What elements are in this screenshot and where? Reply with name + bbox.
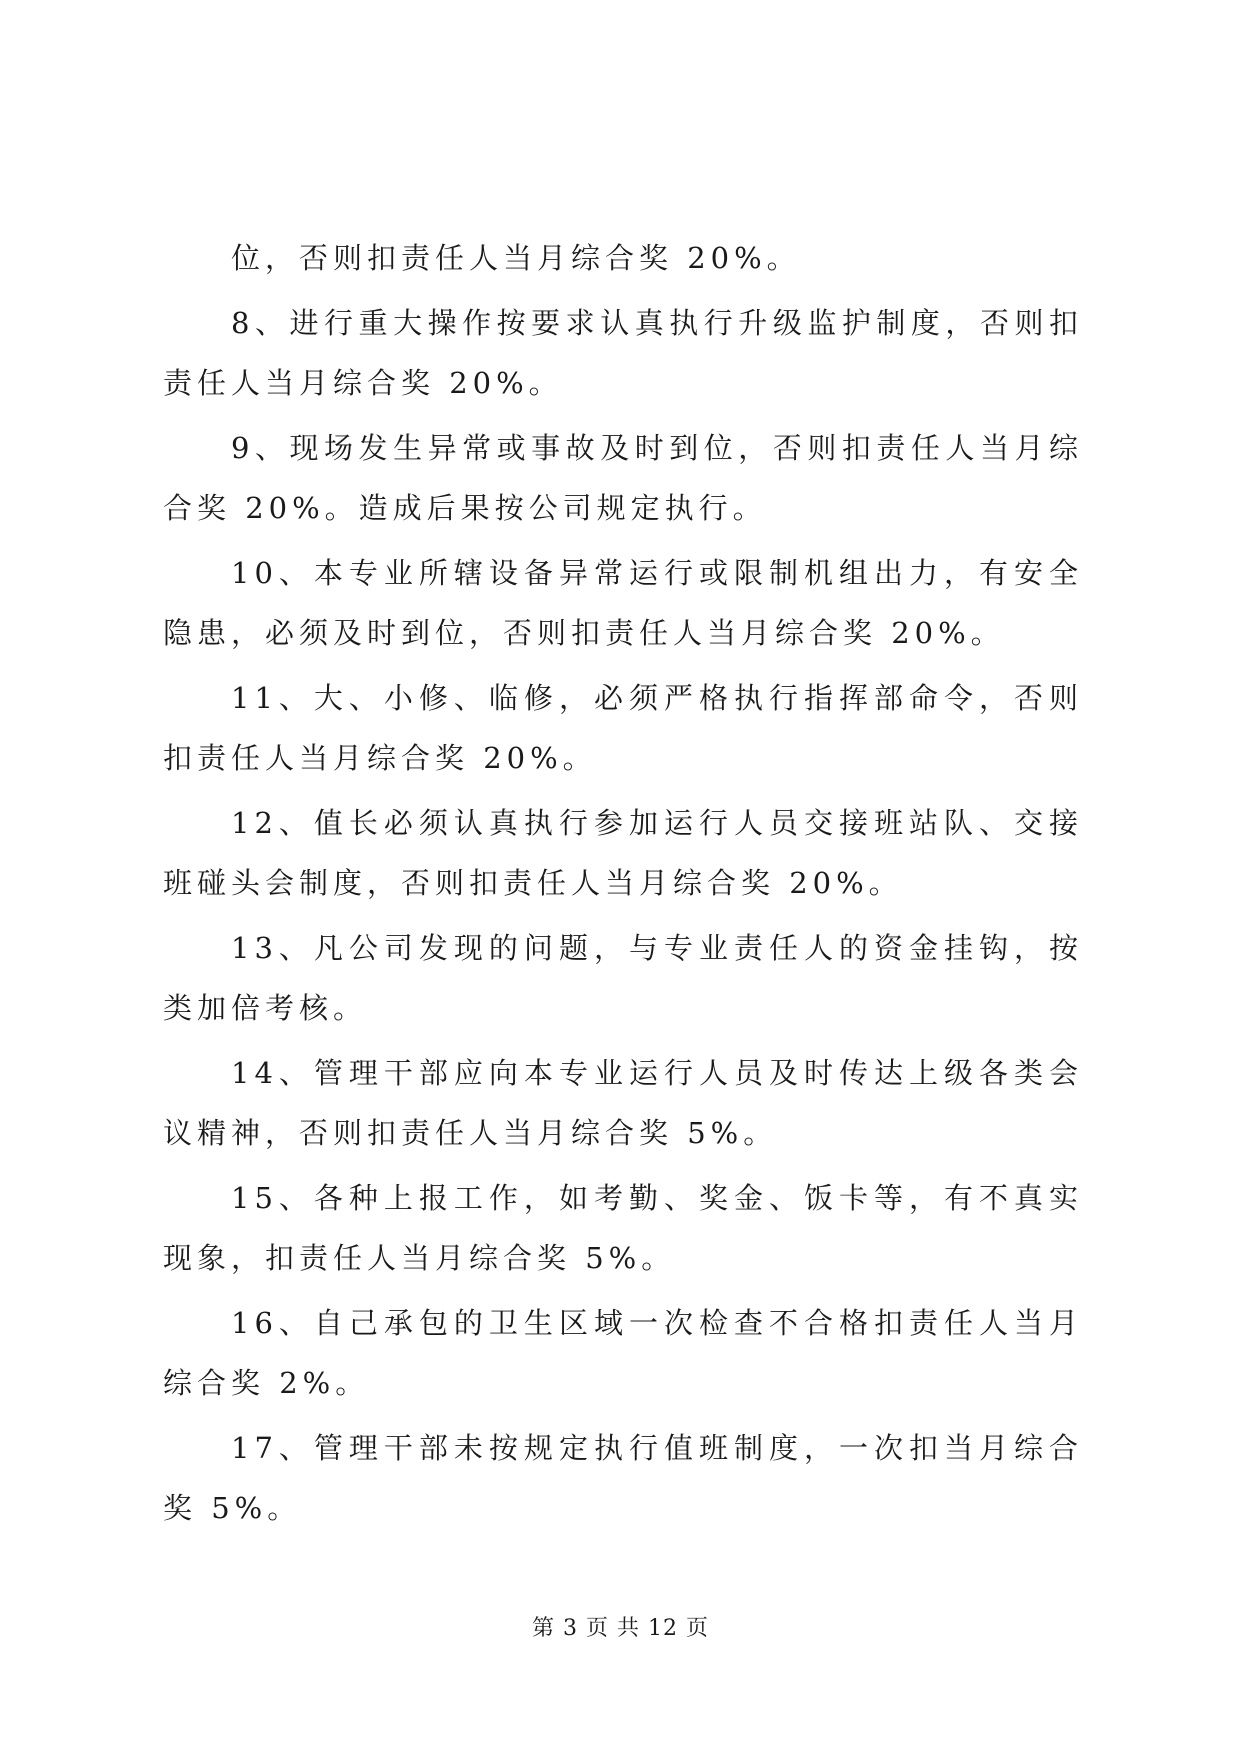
- paragraph-continuation: 位，否则扣责任人当月综合奖 20%。: [231, 241, 801, 275]
- paragraph-item-11: 11、大、小修、临修，必须严格执行指挥部命令，否则扣责任人当月综合奖 20%。: [163, 681, 1083, 775]
- paragraph-item-15: 15、各种上报工作，如考勤、奖金、饭卡等，有不真实现象，扣责任人当月综合奖 5%。: [163, 1181, 1083, 1275]
- paragraph-item-17: 17、管理干部未按规定执行值班制度，一次扣当月综合奖 5%。: [163, 1431, 1083, 1525]
- paragraph-item-13: 13、凡公司发现的问题，与专业责任人的资金挂钩，按类加倍考核。: [163, 931, 1083, 1025]
- paragraph-item-8: 8、进行重大操作按要求认真执行升级监护制度，否则扣责任人当月综合奖 20%。: [163, 306, 1083, 400]
- document-body: [163, 228, 1083, 1543]
- paragraph-item-14: 14、管理干部应向本专业运行人员及时传达上级各类会议精神，否则扣责任人当月综合奖 5%。: [163, 1056, 1083, 1150]
- paragraph-item-10: 10、本专业所辖设备异常运行或限制机组出力，有安全隐患，必须及时到位，否则扣责任人当月综合奖 20%。: [163, 556, 1083, 650]
- page-footer: 第 3 页 共 12 页: [532, 1616, 709, 1641]
- paragraph-item-16: 16、自己承包的卫生区域一次检查不合格扣责任人当月综合奖 2%。: [163, 1306, 1083, 1400]
- paragraph-item-9: 9、现场发生异常或事故及时到位，否则扣责任人当月综合奖 20%。造成后果按公司规定执行。: [163, 431, 1083, 525]
- paragraph-item-12: 12、值长必须认真执行参加运行人员交接班站队、交接班碰头会制度，否则扣责任人当月综合奖 20%。: [163, 806, 1083, 900]
